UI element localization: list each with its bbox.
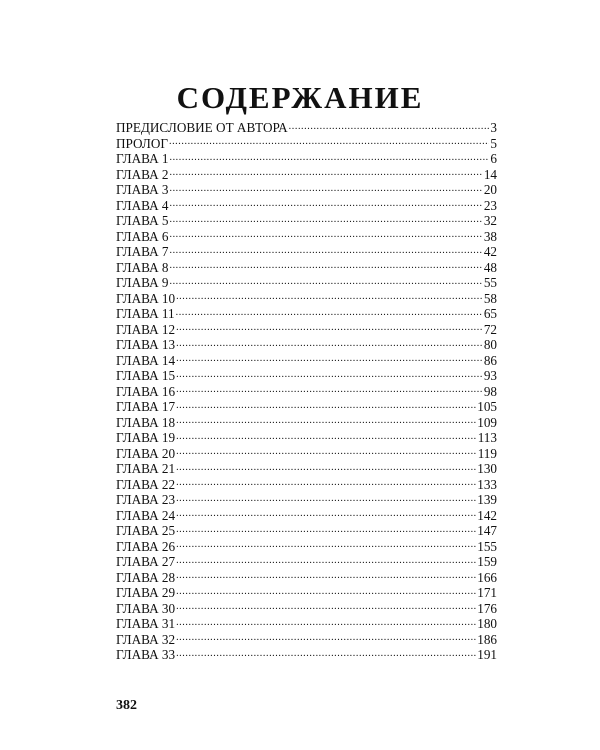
toc-entry[interactable] [116,306,497,322]
toc-entry-page: 171 [477,585,497,600]
toc-entry[interactable] [116,477,497,493]
toc-dot-leader [176,492,476,504]
toc-entry-page: 23 [483,197,497,213]
toc-entry[interactable] [116,260,497,276]
toc-entry[interactable] [116,523,497,539]
toc-entry-page: 142 [477,507,497,523]
toc-entry-page: 20 [483,182,497,197]
toc-entry[interactable] [116,616,497,632]
toc-entry-page: 86 [483,352,497,368]
toc-entry[interactable] [116,585,497,601]
toc-entry-page: 5 [490,135,497,151]
toc-entry-page: 48 [483,259,497,275]
toc-entry-label: ГЛАВА 20 [116,445,176,461]
toc-entry-label: ГЛАВА 8 [116,259,169,275]
toc-entry[interactable] [116,554,497,570]
toc-entry-page: 80 [483,337,497,352]
toc-entry[interactable] [116,244,497,260]
toc-entry-label: ГЛАВА 6 [116,228,169,244]
toc-entry-label: ПРОЛОГ [116,135,168,151]
toc-dot-leader [176,322,483,334]
toc-entry[interactable] [116,508,497,524]
toc-entry-page: 105 [477,399,497,414]
toc-entry-page: 58 [483,290,497,306]
toc-entry[interactable] [116,601,497,617]
toc-entry-label: ГЛАВА 32 [116,631,176,647]
toc-entry-label: ГЛАВА 28 [116,569,176,585]
toc-entry-page: 98 [483,383,497,399]
toc-entry[interactable] [116,322,497,338]
toc-entry-page: 166 [477,569,497,585]
toc-entry-page: 119 [477,445,497,461]
toc-entry[interactable] [116,492,497,508]
toc-entry[interactable] [116,430,497,446]
toc-entry[interactable] [116,275,497,291]
toc-entry-page: 176 [477,600,497,616]
toc-dot-leader [176,585,476,597]
toc-entry-label: ГЛАВА 2 [116,166,169,182]
toc-entry-label: ГЛАВА 7 [116,244,169,259]
toc-entry-label: ГЛАВА 5 [116,213,169,228]
toc-entry-label: ГЛАВА 25 [116,523,176,538]
toc-dot-leader [169,136,489,148]
toc-entry[interactable] [116,337,497,353]
toc-entry[interactable] [116,353,497,369]
toc-dot-leader [176,399,476,411]
toc-entry-label: ГЛАВА 23 [116,492,176,507]
toc-dot-leader [176,539,476,551]
toc-dot-leader [169,275,482,287]
toc-dot-leader [176,616,476,628]
toc-entry-page: 155 [477,538,497,554]
toc-entry-label: ГЛАВА 31 [116,616,176,631]
toc-dot-leader [169,213,482,225]
toc-entry[interactable] [116,151,497,167]
toc-dot-leader [169,229,482,241]
toc-entry[interactable] [116,415,497,431]
toc-dot-leader [176,570,476,582]
toc-entry-page: 93 [483,368,497,383]
toc-entry-page: 6 [490,151,497,166]
toc-dot-leader [169,151,489,163]
toc-entry[interactable] [116,213,497,229]
toc-dot-leader [176,337,483,349]
toc-entry-page: 42 [483,244,497,259]
table-of-contents [116,120,497,663]
toc-dot-leader [169,244,482,256]
toc-entry-page: 65 [483,306,497,321]
toc-entry-page: 109 [477,414,497,430]
toc-entry-page: 113 [477,430,497,445]
toc-dot-leader [169,167,482,179]
toc-entry[interactable] [116,632,497,648]
toc-entry[interactable] [116,229,497,245]
toc-entry[interactable] [116,399,497,415]
toc-entry[interactable] [116,539,497,555]
toc-dot-leader [176,554,476,566]
toc-dot-leader [176,647,476,659]
toc-dot-leader [169,198,482,210]
toc-entry-page: 38 [483,228,497,244]
toc-dot-leader [176,461,476,473]
toc-entry-label: ГЛАВА 15 [116,368,176,383]
toc-entry-page: 186 [477,631,497,647]
toc-entry[interactable] [116,182,497,198]
toc-entry[interactable] [116,647,497,663]
toc-entry-label: ГЛАВА 14 [116,352,176,368]
toc-entry-label: ГЛАВА 19 [116,430,176,445]
toc-entry-label: ГЛАВА 24 [116,507,176,523]
toc-dot-leader [176,415,476,427]
toc-entry-label: ГЛАВА 29 [116,585,176,600]
toc-entry[interactable] [116,384,497,400]
toc-entry-page: 191 [477,647,497,662]
toc-entry-label: ГЛАВА 18 [116,414,176,430]
toc-entry-page: 55 [483,275,497,290]
page-number: 382 [116,698,137,713]
toc-dot-leader [176,477,476,489]
toc-dot-leader [176,291,483,303]
toc-entry-label: ГЛАВА 9 [116,275,169,290]
toc-entry[interactable] [116,446,497,462]
toc-entry-label: ГЛАВА 21 [116,461,176,476]
toc-entry-label: ГЛАВА 30 [116,600,176,616]
toc-entry-page: 147 [477,523,497,538]
toc-entry[interactable] [116,368,497,384]
toc-entry-page: 14 [483,166,497,182]
toc-dot-leader [176,353,483,365]
toc-entry-page: 3 [490,120,497,135]
toc-dot-leader [169,260,482,272]
toc-entry-label: ГЛАВА 13 [116,337,176,352]
toc-dot-leader [176,368,483,380]
toc-entry[interactable] [116,570,497,586]
toc-entry[interactable] [116,461,497,477]
toc-entry-label: ГЛАВА 26 [116,538,176,554]
toc-entry-page: 159 [477,554,497,569]
toc-entry-page: 32 [483,213,497,228]
toc-entry-page: 180 [477,616,497,631]
toc-entry[interactable] [116,120,497,136]
toc-entry-page: 72 [483,321,497,337]
toc-dot-leader [176,523,476,535]
toc-dot-leader [176,384,483,396]
toc-dot-leader [176,601,476,613]
toc-dot-leader [176,446,477,458]
toc-dot-leader [176,508,476,520]
toc-entry-label: ГЛАВА 3 [116,182,169,197]
toc-entry[interactable] [116,136,497,152]
toc-entry-label: ПРЕДИСЛОВИЕ ОТ АВТОРА [116,120,288,135]
toc-entry-label: ГЛАВА 10 [116,290,176,306]
toc-entry[interactable] [116,167,497,183]
toc-dot-leader [176,430,477,442]
toc-entry-page: 139 [477,492,497,507]
toc-entry[interactable] [116,291,497,307]
toc-dot-leader [176,632,476,644]
toc-entry-page: 133 [477,476,497,492]
toc-dot-leader [169,182,482,194]
toc-entry-label: ГЛАВА 17 [116,399,176,414]
toc-entry-label: ГЛАВА 33 [116,647,176,662]
toc-entry-label: ГЛАВА 22 [116,476,176,492]
page-title: СОДЕРЖАНИЕ [176,80,424,115]
toc-entry-label: ГЛАВА 12 [116,321,176,337]
toc-dot-leader [289,120,490,132]
toc-entry-label: ГЛАВА 16 [116,383,176,399]
toc-entry-label: ГЛАВА 11 [116,306,175,321]
toc-entry-label: ГЛАВА 1 [116,151,169,166]
toc-entry-label: ГЛАВА 27 [116,554,176,569]
toc-dot-leader [176,306,483,318]
toc-entry-label: ГЛАВА 4 [116,197,169,213]
toc-entry[interactable] [116,198,497,214]
toc-entry-page: 130 [477,461,497,476]
